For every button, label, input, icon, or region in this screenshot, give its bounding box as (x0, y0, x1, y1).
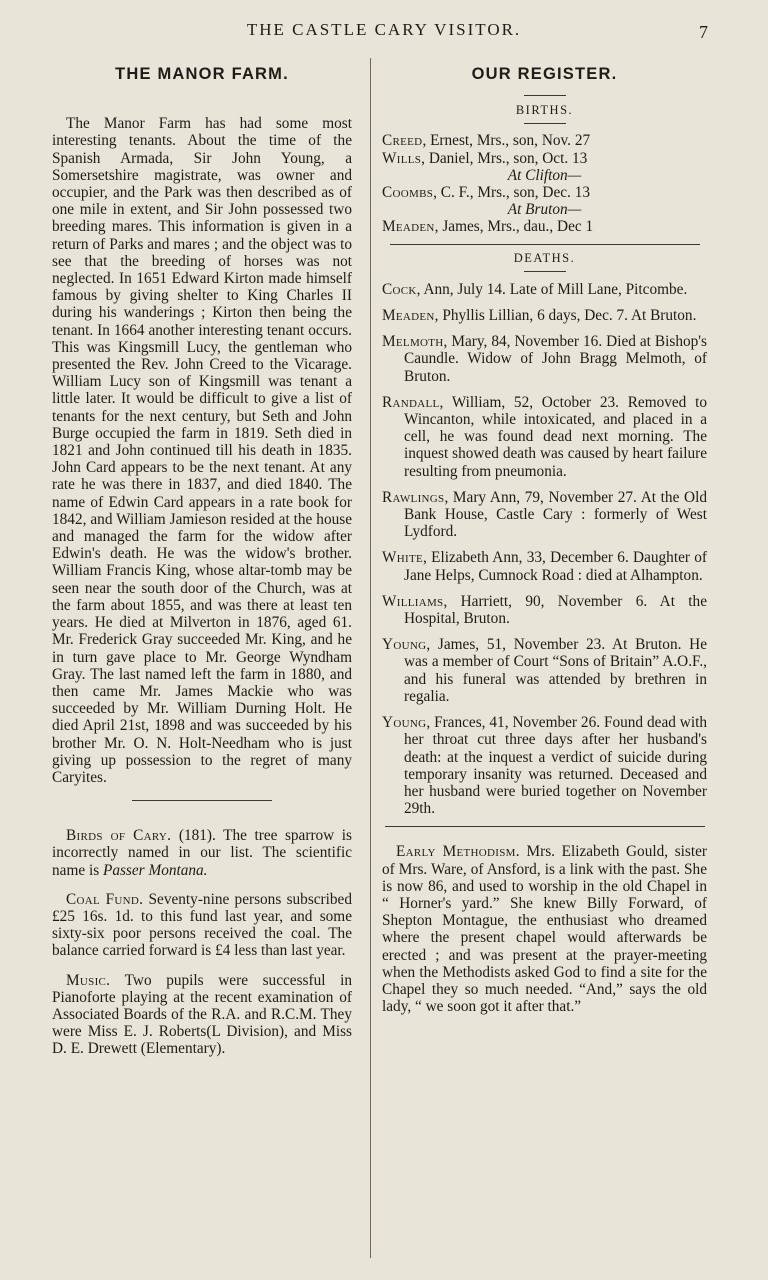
left-column (52, 62, 352, 1058)
death-entry (382, 307, 707, 324)
entry-surname: Young (382, 714, 427, 732)
right-column (382, 62, 707, 1015)
entry-surname: Coombs (382, 184, 434, 202)
note-italic: Passer Montana. (102, 861, 208, 879)
note-text: (181). The tree sparrow is incorrectly named in our list. The scientific name is (52, 827, 353, 879)
entry-details: , Harriett, 90, November 6. At the Hospital, Bruton. (404, 592, 707, 628)
death-entry (382, 714, 707, 817)
deaths-list (382, 281, 707, 817)
death-entry (382, 593, 707, 627)
entry-surname: Melmoth (382, 333, 444, 351)
entry-details: , William, 52, October 23. Removed to Wincanton, while intoxicated, and placed in a cell, he was found dead next morning. The inquest showed death was caused by heart failure resulting from pneumonia. (404, 393, 707, 480)
death-entry (382, 636, 707, 705)
death-entry (382, 549, 707, 583)
entry-surname: Meaden (382, 307, 435, 325)
entry-details: , James, 51, November 23. At Bruton. He was a member of Court “Sons of Britain” A.O.F., and his funeral was attended by brethren in regalia. (404, 636, 707, 705)
births-list (382, 132, 707, 235)
death-entry (382, 394, 707, 480)
death-entry (382, 281, 707, 298)
entry-details: , C. F., Mrs., son, Dec. 13 (433, 184, 590, 202)
note-music (52, 972, 352, 1058)
death-entry (382, 489, 707, 541)
birth-entry (382, 150, 707, 167)
entry-details: , Ernest, Mrs., son, Nov. 27 (422, 132, 591, 150)
births-heading: BIRTHS. (515, 103, 574, 118)
publication-title: THE CASTLE CARY VISITOR. (246, 20, 522, 39)
place-heading: At Bruton— (507, 201, 582, 219)
entry-surname: Meaden (382, 218, 435, 236)
entry-details: , Frances, 41, November 26. Found dead with her throat cut three days after her husband's death: at the inquest a verdict of suicide during temporary insanity was returned. Deceased and her husband were buried together on November 29th. (404, 714, 707, 818)
note-heading: Music. (66, 971, 111, 989)
entry-surname: Creed (382, 132, 423, 150)
entry-details: , Elizabeth Ann, 33, December 6. Daughter of Jane Helps, Cumnock Road : died at Alhampton. (404, 549, 707, 584)
column-rule (370, 58, 371, 1258)
register-title: OUR REGISTER. (471, 65, 618, 83)
divider (524, 271, 566, 272)
entry-details: , Ann, July 14. Late of Mill Lane, Pitcombe. (416, 280, 688, 298)
note-text: Mrs. Elizabeth Gould, sister of Mrs. Ware, of Ansford, is a link with the past. She is now 86, and used to worship in the old Chapel in “ Horner's yard.” She knew Billy Forward, of Shepton Montague, the enthusiast who dreamed where the present chapel would afterwards be erected ; and was present at the prayer-meeting when the Methodists asked God to find a site for the Chapel they so much needed. “And,” says the old lady, “ we soon got it after that.” (382, 843, 707, 1016)
early-methodism-article (382, 843, 707, 1015)
divider (132, 800, 272, 801)
deaths-heading: DEATHS. (513, 250, 576, 265)
place-heading: At Clifton— (507, 166, 582, 184)
manor-farm-title: THE MANOR FARM. (115, 65, 289, 83)
entry-surname: Wills (382, 149, 422, 167)
note-text: Seventy-nine persons subscribed £25 16s. 1d. to this fund last year, and some sixty-six poor persons received the coal. The balance carried forward is £4 less than last year. (52, 890, 352, 960)
page-number: 7 (699, 22, 708, 42)
note-heading: Birds of Cary. (66, 827, 172, 845)
birth-entry (382, 184, 707, 201)
entry-details: , Phyllis Lillian, 6 days, Dec. 7. At Bruton. (434, 307, 697, 325)
entry-details: , Mary Ann, 79, November 27. At the Old Bank House, Castle Cary : formerly of West Lydford. (404, 488, 707, 541)
entry-surname: Williams (382, 592, 444, 610)
note-birds-of-cary (52, 827, 352, 879)
death-entry (382, 333, 707, 385)
entry-details: , Daniel, Mrs., son, Oct. 13 (421, 149, 588, 167)
divider (524, 95, 566, 96)
entry-surname: Cock (382, 280, 417, 298)
entry-surname: Rawlings (382, 488, 445, 506)
divider (390, 244, 700, 245)
entry-surname: White (382, 549, 423, 567)
running-head (0, 20, 768, 44)
entry-details: , James, Mrs., dau., Dec 1 (434, 218, 594, 236)
note-heading: Early Methodism. (396, 843, 520, 861)
manor-farm-article: The Manor Farm has had some most interesting tenants. About the time of the Spanish Armada, Sir John Young, a Somersetshire magistrate, was owner and occupier, and the Park was then described as of one mile in extent, and Sir John possessed two breeding mares. This information is given in a return of Parks and mares ; and the object was to see that the breeding of horses was not neglected. In 1651 Edward Kirton made himself famous by giving shelter to King Charles II during his wanderings ; Kirton then being the tenant. In 1664 another interesting tenant occurs. This was Kingsmill Lucy, the gentleman who presented the Rev. John Creed to the Vicarage. William Lucy son of Kingsmill was tenant a little later. It would be difficult to give a list of tenants for the next century, but Seth and John Burge occupied the farm in 1819. Seth died in 1821 and John continued till his death in 1835. John Card appears to be the next tenant. At any rate he was there in 1837, and died 1840. The name of Edwin Card appears in a rate book for 1842, and William Jamieson resided at the house and managed the farm for the widow after Edwin's death. He was the widow's brother. William Francis King, whose altar-tomb may be seen near the south door of the Church, was at the farm about 1855, and was there at least ten years. He died at Milverton in 1876, aged 61. Mr. Frederick Gray succeeded Mr. King, and he in turn gave place to Mr. George Wyndham Gray. The last named left the farm in 1880, and then came Mr. James Mackie who was succeeded by Mr. William Durning Holt. He died April 21st, 1898 and was succeeded by his brother Mr. O. N. Holt-Needham who is just giving up possession to the regret of many Caryites. (52, 115, 352, 786)
birth-entry (382, 218, 707, 235)
entry-surname: Randall (382, 393, 440, 411)
divider (524, 123, 566, 124)
birth-entry (382, 132, 707, 149)
note-text: Two pupils were successful in Pianoforte playing at the recent examination of Associated Boards of the R.A. and R.C.M. They were Miss E. J. Roberts(L Division), and Miss D. E. Drewett (Elementary). (52, 971, 352, 1058)
note-coal-fund (52, 891, 352, 960)
note-heading: Coal Fund. (66, 890, 144, 908)
divider (385, 826, 705, 827)
entry-details: , Mary, 84, November 16. Died at Bishop's Caundle. Widow of John Bragg Melmoth, of Bruton. (404, 333, 707, 385)
entry-surname: Young (382, 636, 427, 654)
